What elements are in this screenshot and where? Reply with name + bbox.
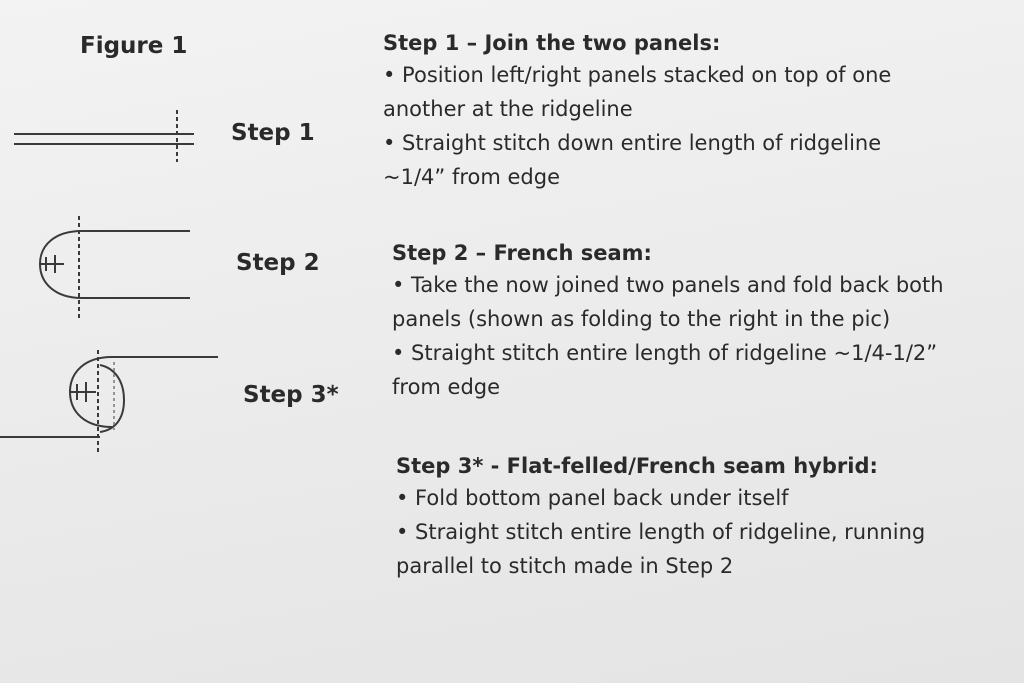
step2-diagram — [40, 216, 190, 318]
step3-line-3: parallel to stitch made in Step 2 — [396, 554, 734, 578]
step2-line-1: • Take the now joined two panels and fold back both — [392, 273, 944, 297]
step3-instructions — [396, 451, 925, 583]
step1-instructions — [383, 28, 891, 194]
step1-line-1: • Position left/right panels stacked on top of one — [383, 63, 892, 87]
step2-line-2: panels (shown as folding to the right in the pic) — [392, 307, 891, 331]
step1-label: Step 1 — [231, 120, 315, 146]
step1-line-4: ~1/4” from edge — [383, 165, 560, 189]
figure-title: Figure 1 — [80, 33, 188, 59]
step2-line-3: • Straight stitch entire length of ridgeline ~1/4-1/2” — [392, 341, 938, 365]
step1-diagram — [14, 110, 194, 162]
step1-line-3: • Straight stitch down entire length of ridgeline — [383, 131, 882, 155]
step3-line-1: • Fold bottom panel back under itself — [396, 486, 789, 510]
seam-diagrams — [0, 0, 260, 460]
step3-heading: Step 3* - Flat-felled/French seam hybrid: — [396, 454, 878, 478]
step3-line-2: • Straight stitch entire length of ridgeline, running — [396, 520, 926, 544]
step3-diagram — [0, 350, 218, 452]
step1-line-2: another at the ridgeline — [383, 97, 633, 121]
step1-heading: Step 1 – Join the two panels: — [383, 31, 721, 55]
step2-line-4: from edge — [392, 375, 501, 399]
step3-label: Step 3* — [243, 382, 339, 408]
step2-instructions — [392, 238, 944, 404]
step2-heading: Step 2 – French seam: — [392, 241, 652, 265]
step2-label: Step 2 — [236, 250, 320, 276]
